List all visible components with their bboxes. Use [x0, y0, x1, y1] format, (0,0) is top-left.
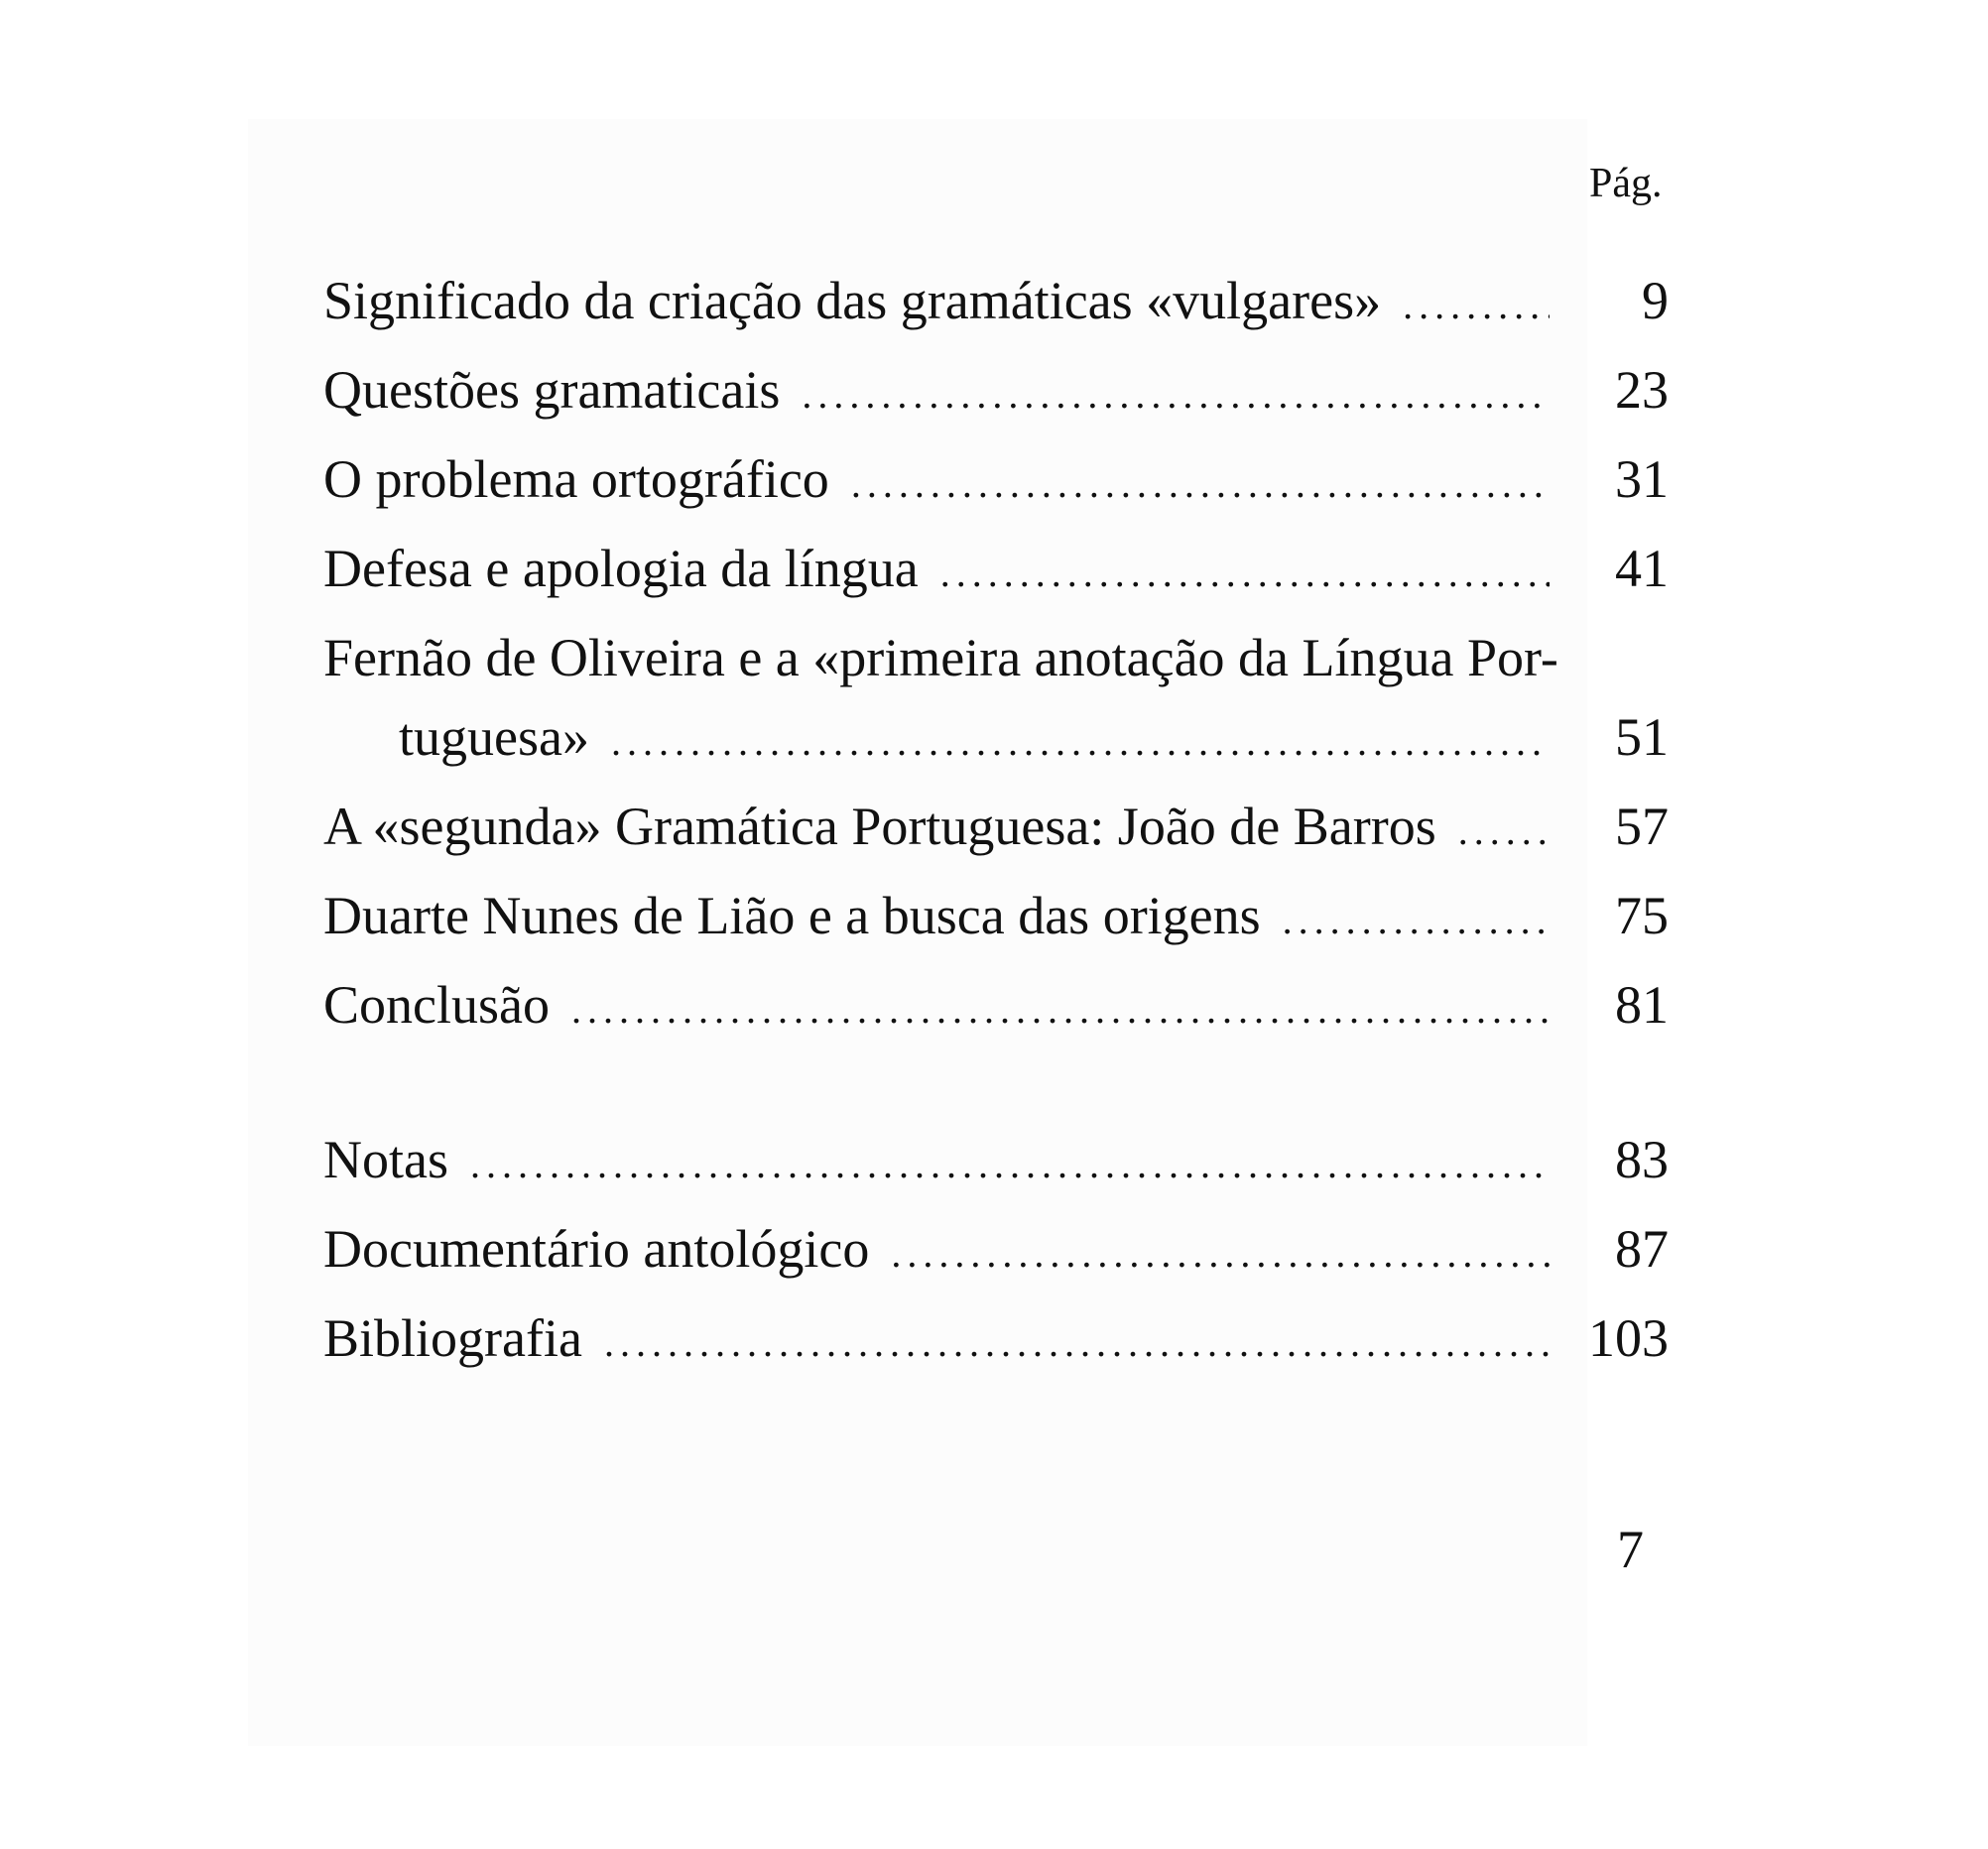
- toc-entry-title: Questões gramaticais: [323, 360, 781, 420]
- dot-leader: [604, 1294, 1550, 1388]
- dot-leader: [470, 1115, 1550, 1209]
- toc-entry-page: 41: [1615, 539, 1669, 598]
- toc-entry: [323, 345, 1669, 434]
- toc-entry-page: 23: [1615, 360, 1669, 420]
- toc-entry: [323, 960, 1669, 1049]
- table-of-contents: [323, 256, 1669, 1383]
- toc-entry-title: A «segunda» Gramática Portuguesa: João de Barros: [323, 797, 1436, 856]
- toc-entry-title: Conclusão: [323, 975, 550, 1035]
- toc-entry: [323, 1115, 1669, 1204]
- toc-entry-page: 103: [1588, 1308, 1669, 1368]
- toc-entry: [323, 613, 1669, 782]
- page-number: 7: [1617, 1520, 1644, 1579]
- dot-leader: [571, 960, 1550, 1054]
- toc-entry-page: 75: [1615, 886, 1669, 945]
- toc-entry-title: Notas: [323, 1130, 448, 1189]
- toc-entry: [323, 434, 1669, 524]
- toc-entry-page: 9: [1642, 271, 1669, 330]
- toc-entry-title: Bibliografia: [323, 1308, 582, 1368]
- dot-leader: [802, 345, 1550, 439]
- toc-entry-title: O problema ortográfico: [323, 449, 829, 509]
- dot-leader: [1283, 871, 1550, 965]
- dot-leader: [1458, 782, 1550, 876]
- toc-entry: [323, 524, 1669, 613]
- toc-entry-title: Duarte Nunes de Lião e a busca das origens: [323, 886, 1261, 945]
- toc-entry-title: Documentário antológico: [323, 1219, 870, 1279]
- toc-entry-title-line2: tuguesa»: [399, 707, 589, 767]
- toc-entry: [323, 256, 1669, 345]
- toc-entry-page: 57: [1615, 797, 1669, 856]
- toc-entry-page: 31: [1615, 449, 1669, 509]
- dot-leader: [940, 524, 1550, 618]
- dot-leader: [891, 1204, 1550, 1298]
- dot-leader: [1403, 256, 1550, 350]
- toc-entry-page: 81: [1615, 975, 1669, 1035]
- toc-entry-page: 87: [1615, 1219, 1669, 1279]
- toc-entry-page: 83: [1615, 1130, 1669, 1189]
- toc-entry: [323, 1204, 1669, 1294]
- toc-entry: [323, 871, 1669, 960]
- toc-entry-title: Significado da criação das gramáticas «vulgares»: [323, 271, 1382, 330]
- dot-leader: [611, 692, 1550, 787]
- toc-entry-title-line1: Fernão de Oliveira e a «primeira anotação da Língua Por-: [323, 628, 1558, 687]
- toc-entry-title: Defesa e apologia da língua: [323, 539, 919, 598]
- dot-leader: [851, 434, 1550, 529]
- toc-entry: [323, 782, 1669, 871]
- section-spacer: [323, 1049, 1669, 1115]
- toc-entry-page: 51: [1615, 707, 1669, 767]
- page-column-header: Pág.: [1589, 161, 1663, 206]
- toc-entry: [323, 1294, 1669, 1383]
